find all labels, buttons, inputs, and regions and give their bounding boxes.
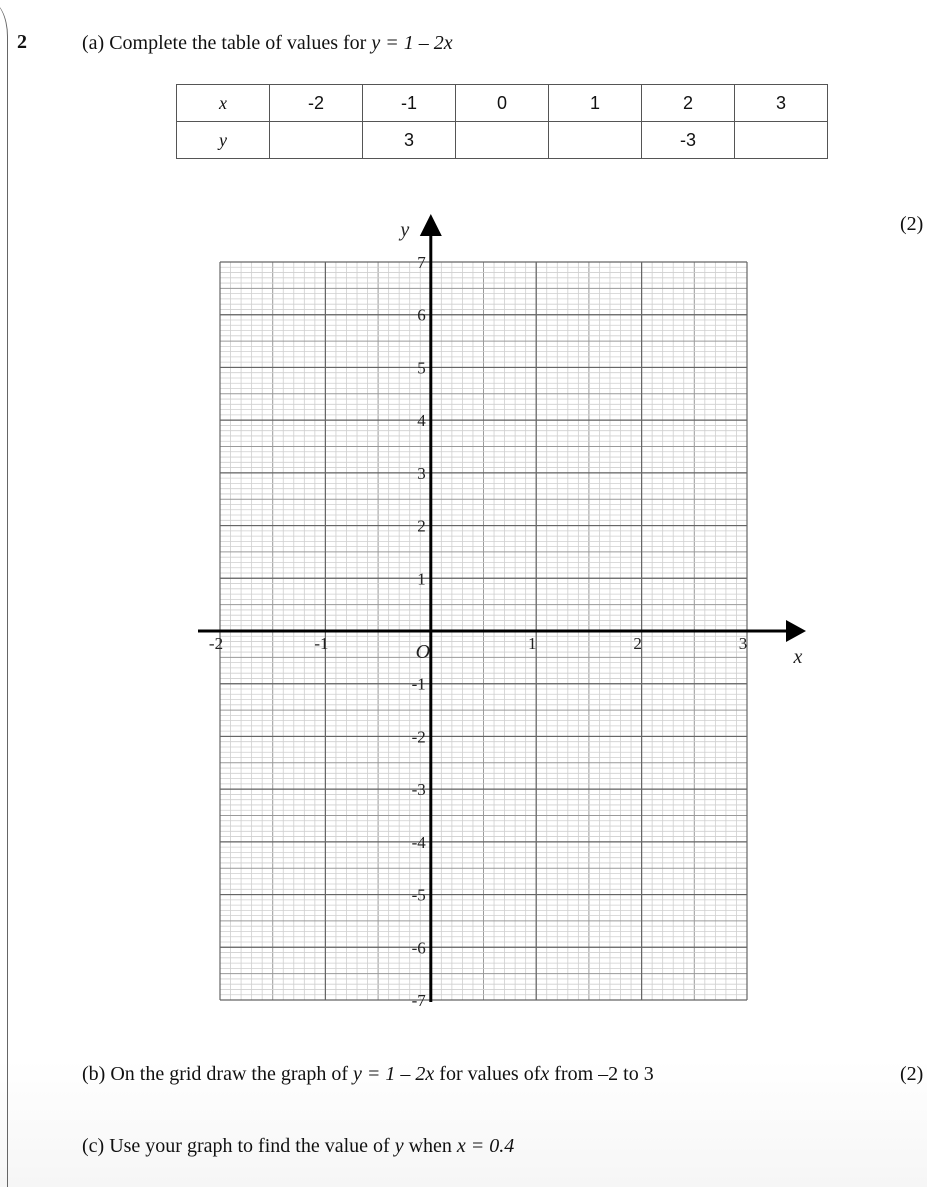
origin-label: O (415, 641, 431, 663)
table-cell-y[interactable]: -3 (642, 122, 735, 159)
y-tick-label: 3 (417, 463, 426, 483)
table-cell-x: 0 (456, 85, 549, 122)
y-tick-label: 1 (417, 569, 426, 589)
part-c-text2: when (408, 1135, 452, 1157)
y-tick-label: -1 (411, 674, 426, 694)
x-tick-label: -1 (314, 634, 329, 653)
y-tick-label: -7 (411, 991, 426, 1010)
y-tick-label: -5 (411, 885, 426, 905)
table-cell-x: -2 (270, 85, 363, 122)
part-b-marks: (2) (900, 1063, 924, 1085)
part-b-text2: for values of (439, 1063, 541, 1085)
table-cell-x: 1 (549, 85, 642, 122)
part-c-text: Use your graph to find the value of (109, 1135, 390, 1157)
part-c-label: (c) (82, 1135, 105, 1157)
x-tick-label: 3 (738, 634, 748, 653)
part-b-text: On the grid draw the graph of (110, 1063, 349, 1085)
y-axis-label: y (400, 219, 410, 241)
part-a-text: Complete the table of values for (109, 32, 367, 54)
part-c-equation: x = 0.4 (456, 1135, 515, 1157)
y-axis-arrow-icon (420, 214, 442, 236)
table-cell-x: 3 (735, 85, 828, 122)
y-tick-label: -4 (411, 832, 426, 852)
y-tick-label: -6 (411, 938, 426, 958)
y-tick-label: 5 (417, 358, 426, 378)
part-b-question (82, 1063, 654, 1086)
table-cell-y[interactable]: 3 (363, 122, 456, 159)
question-number: 2 (17, 31, 27, 53)
part-a-equation: y = 1 – 2x (371, 32, 453, 54)
y-tick-label: -2 (411, 727, 426, 747)
part-b-label: (b) (82, 1063, 106, 1085)
table-cell-x: -1 (363, 85, 456, 122)
x-tick-label: 1 (527, 634, 537, 653)
y-tick-label: 4 (417, 411, 426, 431)
part-a-label: (a) (82, 32, 105, 54)
tick-labels (209, 219, 803, 1010)
x-axis-label: x (793, 646, 803, 668)
table-header-y: y (177, 122, 270, 159)
y-tick-label: -3 (411, 780, 426, 800)
part-b-text3: from –2 to 3 (554, 1063, 654, 1085)
table-cell-x: 2 (642, 85, 735, 122)
part-c-var: y (394, 1135, 404, 1157)
y-tick-label: 2 (417, 516, 426, 536)
y-tick-label: 6 (417, 305, 426, 325)
x-axis-arrow-icon (786, 620, 806, 642)
x-tick-label: -2 (208, 634, 224, 653)
part-b-equation: y = 1 – 2x (353, 1063, 435, 1085)
y-tick-label: 7 (417, 253, 426, 272)
part-b-var: x (540, 1063, 550, 1085)
table-header-x: x (177, 85, 270, 122)
part-c-question (82, 1135, 514, 1158)
part-a-marks: (2) (900, 213, 924, 235)
x-tick-label: 2 (633, 634, 642, 653)
